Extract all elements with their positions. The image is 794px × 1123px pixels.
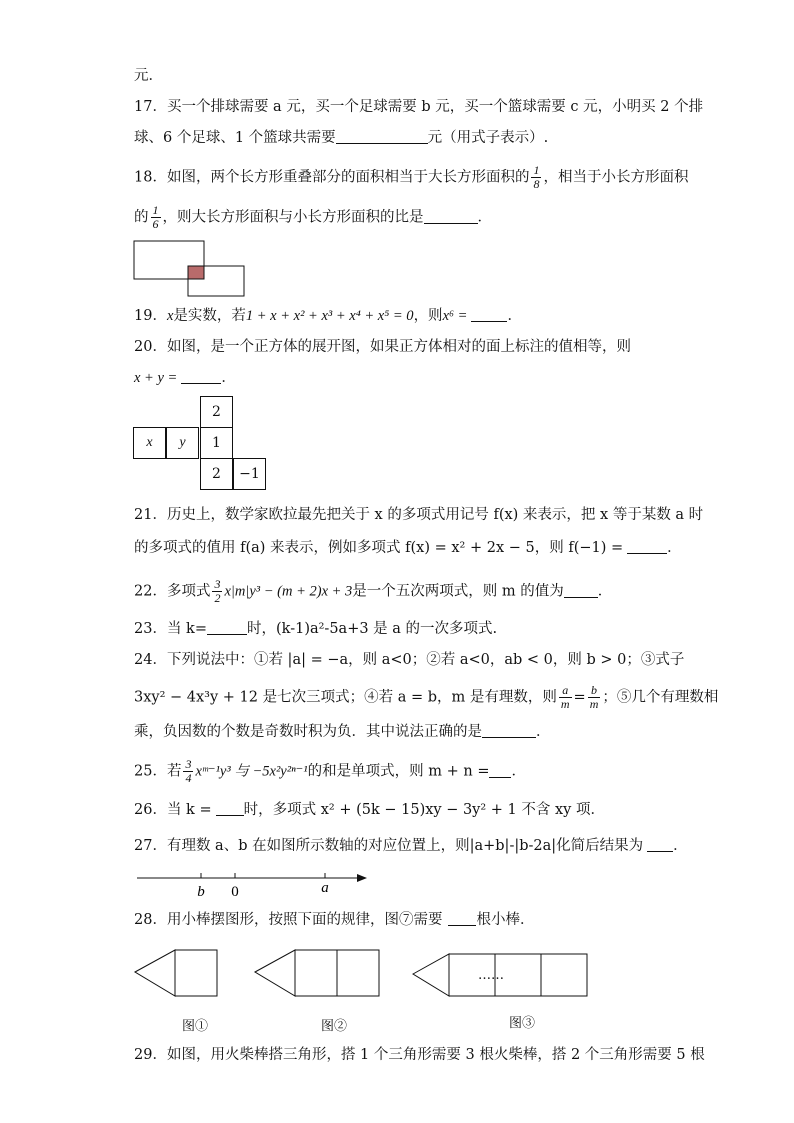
pattern-1	[135, 950, 217, 996]
q18-line2: 的 $\frac{1}{6}$ ，则大长方形面积与小长方形面积的比是 ．	[134, 203, 492, 231]
q17-line2: 球、6 个足球、1 个篮球共需要 元（用式子表示）.	[134, 130, 549, 146]
pattern-2	[255, 950, 379, 996]
q22-answer-blank[interactable]	[564, 583, 598, 598]
q26-answer-blank[interactable]	[216, 801, 244, 816]
caption-figure-3: 图③	[509, 1016, 536, 1031]
cube-face-center: 1	[200, 427, 233, 459]
label-b: b	[197, 884, 205, 900]
q20-line2: x + y = ．	[134, 370, 236, 386]
fraction-one-eighth: $\frac{1}{8}$	[533, 163, 540, 191]
fraction-one-sixth: $\frac{1}{6}$	[152, 203, 159, 231]
caption-figure-2: 图②	[321, 1019, 348, 1034]
fraction-three-quarters: $\frac{3}{4}$	[185, 757, 192, 785]
label-a: a	[321, 880, 329, 896]
cube-face-y: y	[166, 427, 199, 459]
q22-line: 22．多项式 $\frac{3}{2}$ x|m|y³ − (m + 2)x + 3是一个五次两项式，则 m 的值为 ．	[134, 577, 613, 605]
q26-line: 26．当 k = 时，多项式 x² + (5k − 15)xy − 3y² + 1 不含 xy 项．	[134, 802, 605, 818]
cube-face-right: −1	[233, 458, 266, 490]
cube-face-x: x	[133, 427, 166, 459]
q17-answer-blank[interactable]	[336, 129, 428, 144]
caption-figure-1: 图①	[182, 1019, 209, 1034]
cube-face-top: 2	[200, 396, 233, 428]
q27-line: 27．有理数 a、b 在如图所示数轴的对应位置上，则|a+b|-|b-2a|化简后结果为 ．	[134, 838, 688, 854]
q20-line1: 20．如图，是一个正方体的展开图，如果正方体相对的面上标注的值相等，则	[134, 339, 631, 355]
q21-line2: 的多项式的值用 f(a) 来表示，例如多项式 f(x) = x² + 2x − 5，则 f(−1) = ．	[134, 540, 682, 556]
q29-line1: 29．如图，用火柴棒搭三角形，搭 1 个三角形需要 3 根火柴棒，搭 2 个三角形需要 5 根	[134, 1047, 705, 1063]
q24-answer-blank[interactable]	[482, 723, 536, 738]
label-zero: 0	[231, 884, 239, 900]
q16-tail: 元．	[134, 68, 163, 84]
overlap-region	[188, 266, 204, 279]
q21-line1: 21．历史上，数学家欧拉最先把关于 x 的多项式用记号 f(x) 来表示，把 x 等于某数 a 时	[134, 507, 704, 523]
q19-line: 19．x是实数，若1 + x + x² + x³ + x⁴ + x⁵ = 0，则x⁶ = ．	[134, 308, 522, 324]
q18-rectangles-figure	[133, 239, 247, 297]
stick-patterns-figure	[133, 948, 653, 1000]
cube-net-figure	[133, 396, 269, 496]
q25-line: 25．若 $\frac{3}{4}$ xᵐ⁻¹y³ 与 −5x²y²ⁿ⁻¹的和是单项式，则 m + n = ．	[134, 757, 526, 785]
q19-equation: 1 + x + x² + x³ + x⁴ + x⁵ = 0	[245, 308, 414, 324]
q27-answer-blank[interactable]	[647, 837, 673, 852]
q28-answer-blank[interactable]	[448, 911, 476, 926]
q25-answer-blank[interactable]	[489, 763, 511, 778]
q24-line2: 3xy² − 4x³y + 12 是七次三项式；④若 a = b，m 是有理数，则 $\frac{a}{m}$ = $\frac{b}{m}$ ；⑤几个有理数相	[134, 683, 719, 711]
number-line-figure	[135, 864, 375, 900]
q24-line1: 24．下列说法中：①若 |a| = −a，则 a<0；②若 a<0，ab < 0，则 b > 0；③式子	[134, 652, 685, 668]
ellipsis: ……	[478, 968, 504, 983]
fraction-three-halves: $\frac{3}{2}$	[214, 577, 221, 605]
q28-line: 28．用小棒摆图形，按照下面的规律，图⑦需要 根小棒．	[134, 912, 535, 928]
q17-line1: 17．买一个排球需要 a 元，买一个足球需要 b 元，买一个篮球需要 c 元，小明买 2 个排	[134, 99, 704, 115]
number-line-arrow-icon	[357, 874, 367, 882]
q21-answer-blank[interactable]	[627, 539, 667, 554]
q18-line1: 18．如图，两个长方形重叠部分的面积相当于大长方形面积的 $\frac{1}{8}$ ，相当于小长方形面积	[134, 163, 689, 191]
q24-line3: 乘，负因数的个数是奇数时积为负．其中说法正确的是 ．	[134, 724, 551, 740]
q23-answer-blank[interactable]	[207, 620, 247, 635]
q19-answer-blank[interactable]	[471, 307, 507, 322]
cube-face-bottom: 2	[200, 458, 233, 490]
q18-answer-blank[interactable]	[424, 209, 478, 224]
q25-expression: xᵐ⁻¹y³ 与 −5x²y²ⁿ⁻¹	[195, 763, 308, 780]
q23-line: 23．当 k= 时，(k-1)a²-5a+3 是 a 的一次多项式.	[134, 621, 498, 637]
q20-answer-blank[interactable]	[181, 369, 221, 384]
q22-expression: x|m|y³ − (m + 2)x + 3	[224, 583, 353, 600]
